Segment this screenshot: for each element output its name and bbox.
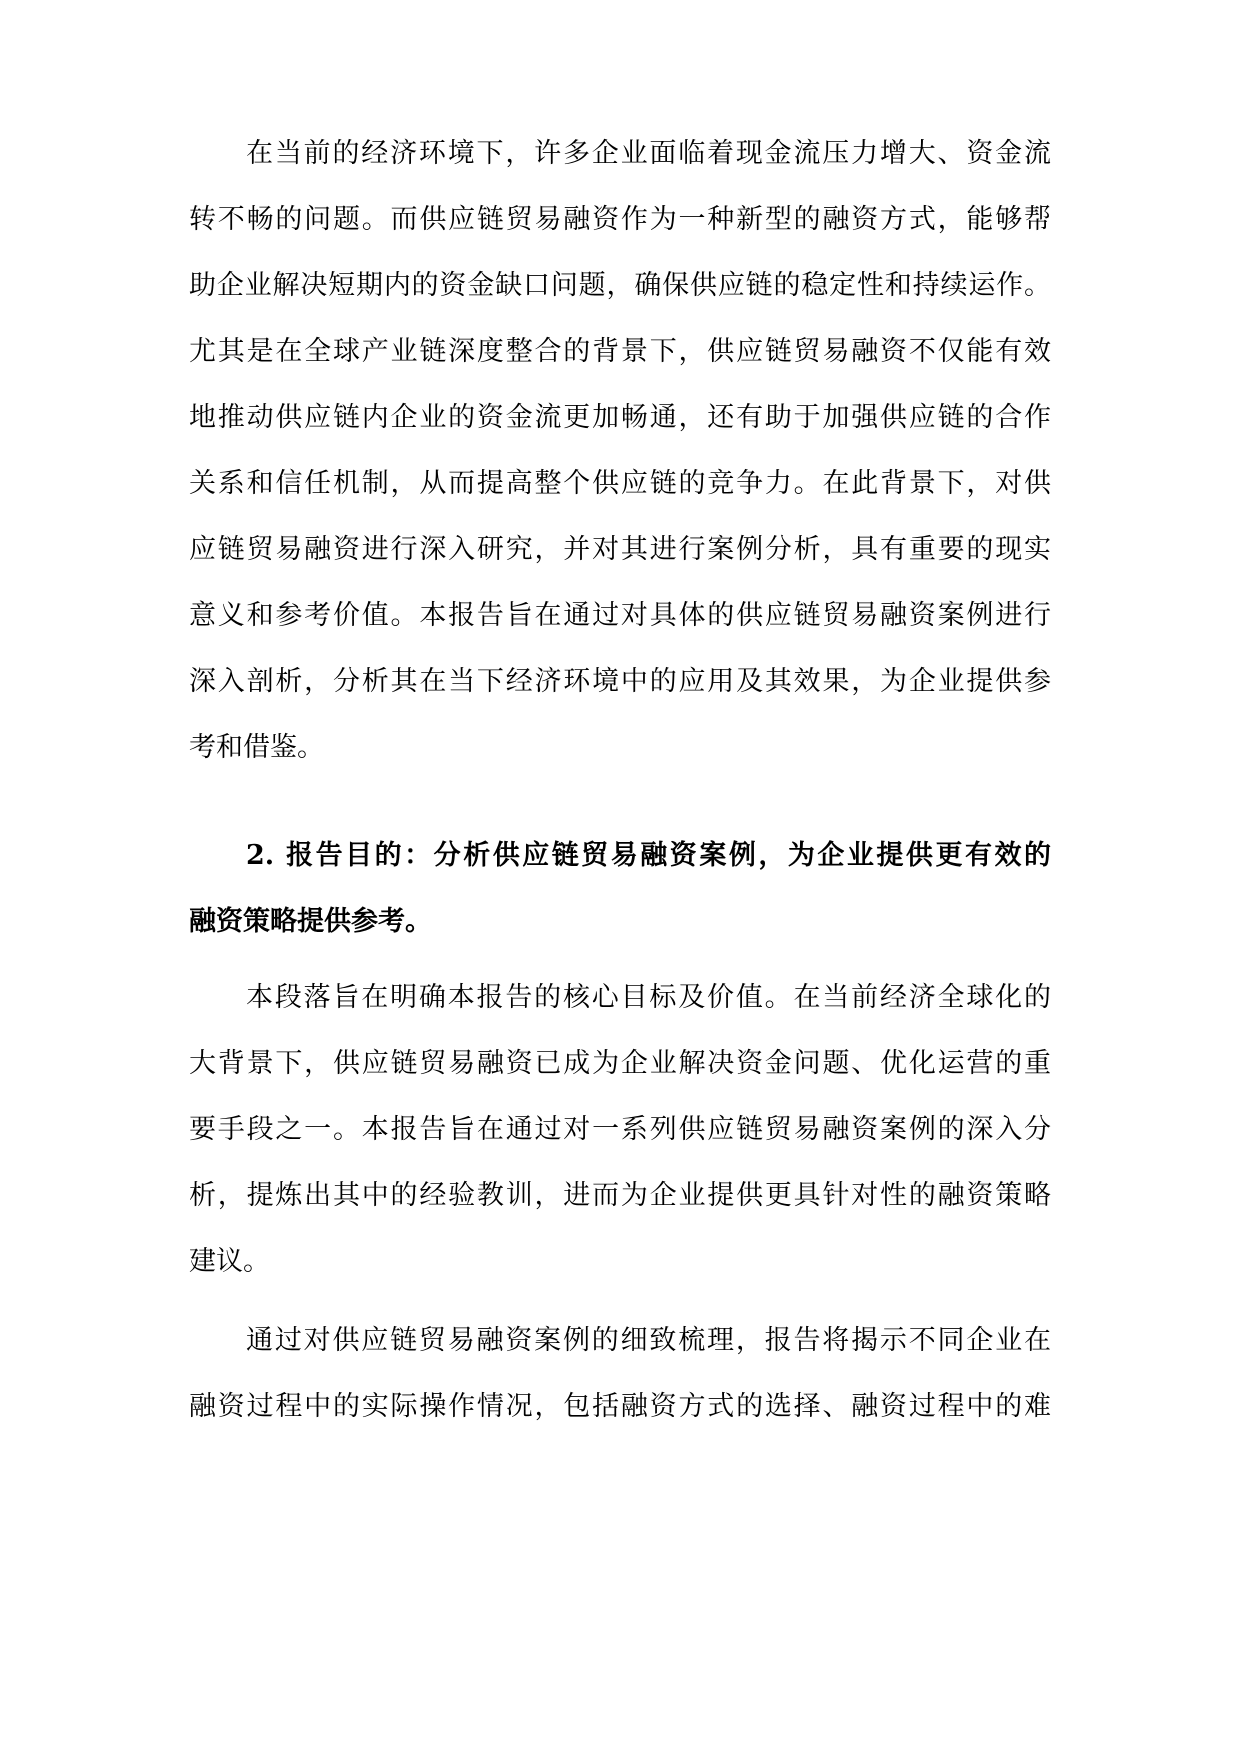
paragraph-line: 在当前的经济环境下，许多企业面临着现金流压力增大、资金流 — [246, 138, 1051, 169]
paragraph-line: 地推动供应链内企业的资金流更加畅通，还有助于加强供应链的合作 — [189, 402, 1051, 433]
section-heading-line: 2. 报告目的：分析供应链贸易融资案例，为企业提供更有效的 — [246, 840, 1051, 871]
paragraph-line: 析，提炼出其中的经验教训，进而为企业提供更具针对性的融资策略 — [189, 1180, 1051, 1211]
paragraph-line: 转不畅的问题。而供应链贸易融资作为一种新型的融资方式，能够帮 — [189, 204, 1051, 235]
paragraph-line: 大背景下，供应链贸易融资已成为企业解决资金问题、优化运营的重 — [189, 1048, 1051, 1079]
section-heading-line: 融资策略提供参考。 — [189, 906, 432, 937]
paragraph-line: 关系和信任机制，从而提高整个供应链的竞争力。在此背景下，对供 — [189, 468, 1051, 499]
paragraph-line: 助企业解决短期内的资金缺口问题，确保供应链的稳定性和持续运作。 — [189, 270, 1051, 301]
paragraph-line: 应链贸易融资进行深入研究，并对其进行案例分析，具有重要的现实 — [189, 534, 1051, 565]
paragraph-line: 深入剖析，分析其在当下经济环境中的应用及其效果，为企业提供参 — [189, 666, 1051, 697]
paragraph-line: 要手段之一。本报告旨在通过对一系列供应链贸易融资案例的深入分 — [189, 1114, 1051, 1145]
paragraph-line: 本段落旨在明确本报告的核心目标及价值。在当前经济全球化的 — [246, 982, 1051, 1013]
paragraph-line: 尤其是在全球产业链深度整合的背景下，供应链贸易融资不仅能有效 — [189, 336, 1051, 367]
paragraph-line: 意义和参考价值。本报告旨在通过对具体的供应链贸易融资案例进行 — [189, 600, 1051, 631]
paragraph-line: 通过对供应链贸易融资案例的细致梳理，报告将揭示不同企业在 — [246, 1325, 1051, 1356]
paragraph-line: 建议。 — [189, 1246, 270, 1277]
paragraph-line: 融资过程中的实际操作情况，包括融资方式的选择、融资过程中的难 — [189, 1391, 1051, 1422]
paragraph-line: 考和借鉴。 — [189, 732, 324, 763]
